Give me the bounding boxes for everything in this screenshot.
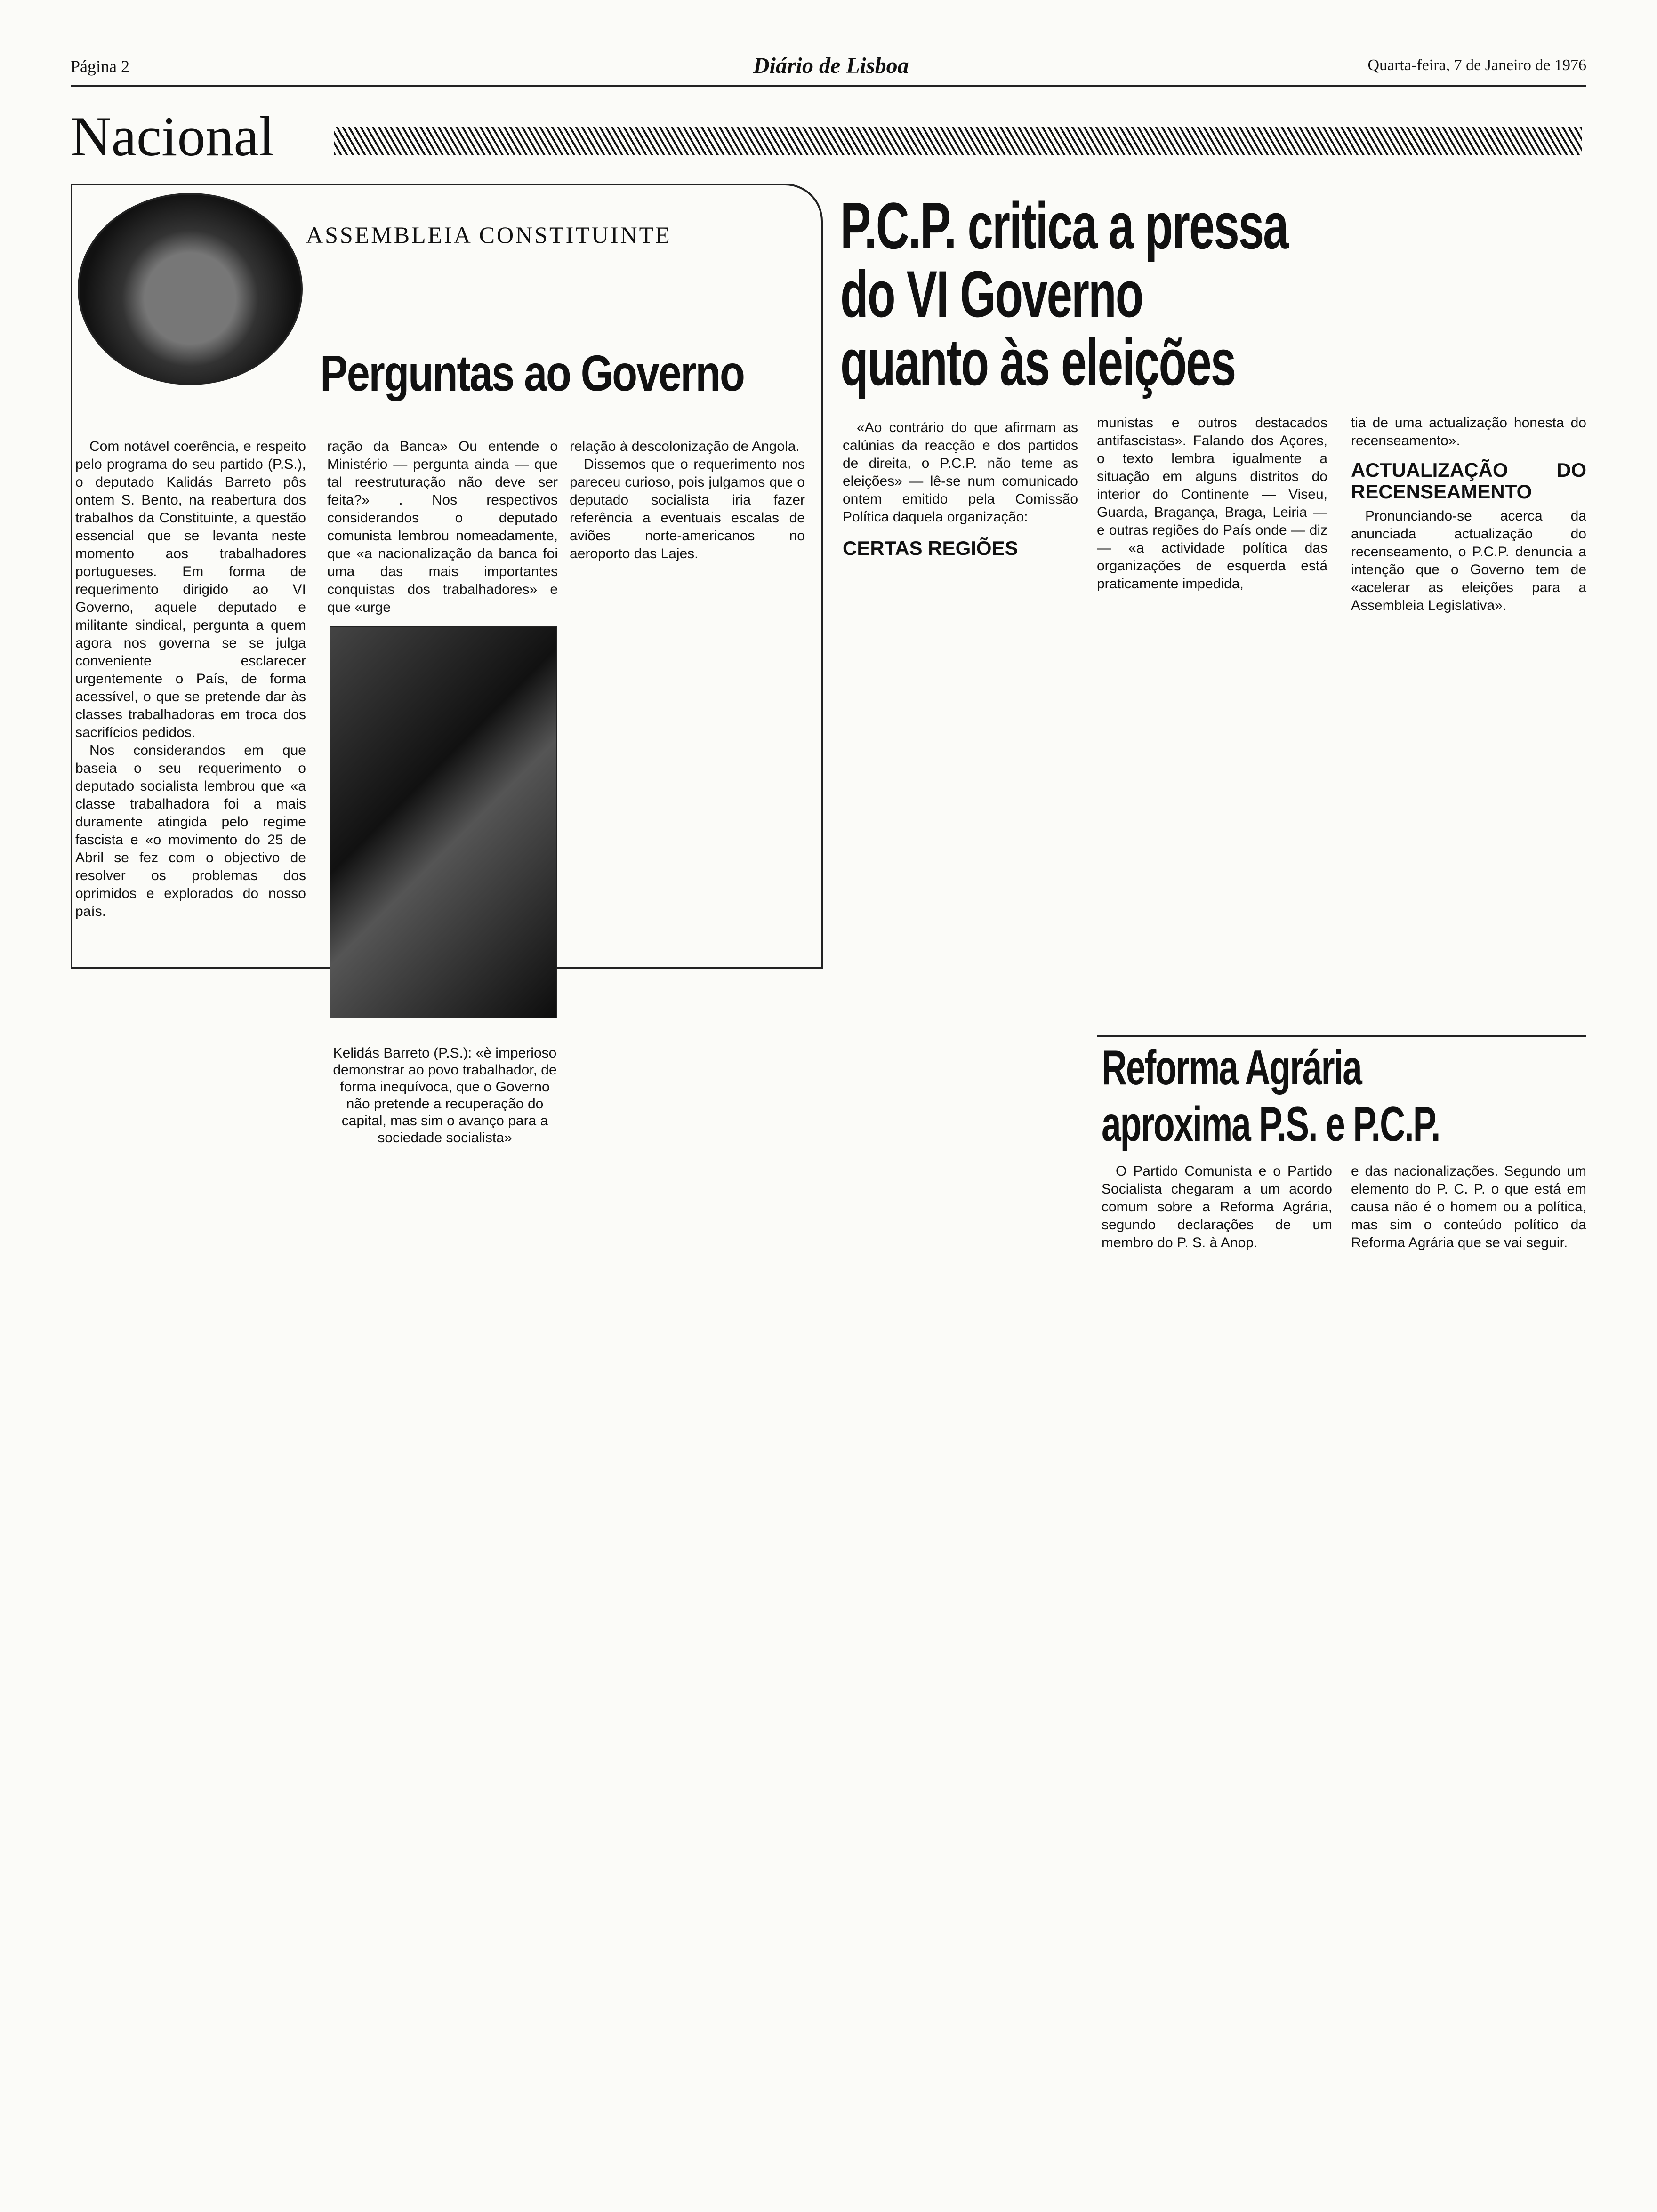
pcp-col1-p1: «Ao contrário do que afirmam as calúnias da reacção e dos partidos de direita, o P.C.P. não teme as eleições» — lê-se num comunicado ontem emitido pela Comissão Política daquela organização: [843,420,1078,525]
pcp-col1 [843,419,1078,559]
news-photo [330,626,557,1018]
reforma-col2-p1: e das nacionalizações. Segundo um elemento do P. C. P. o que está em causa não é o homem ou a política, mas sim o conteúdo político da Reforma Agrária que se vai seguir. [1351,1163,1586,1250]
pcp-headline-3: quanto às eleições [840,325,1236,399]
pcp-col3-p2: Pronunciando-se acerca da anunciada actualização do recenseamento, o P.C.P. denuncia a intenção que o Governo tem de «acelerar as eleições para a Assembleia Legislativa». [1351,508,1586,613]
reforma-col1 [1102,1162,1332,1252]
section-banner [71,105,1586,168]
paper-name: Diário de Lisboa [753,53,909,78]
masthead [71,53,1586,87]
reforma-headline-2: aproxima P.S. e P.C.P. [1102,1097,1440,1152]
pcp-subhead-actualizacao: ACTUALIZAÇÃO DO RECENSEAMENTO [1351,459,1586,503]
assembleia-col3 [570,438,805,563]
pcp-col3-p1: tia de uma actualização honesta do recenseamento». [1351,415,1586,449]
photo-caption: Kelidás Barreto (P.S.): «è imperioso demonstrar ao povo trabalhador, de forma inequívoca, que o Governo não pretende a recuperação do capital, mas sim o avanço para a sociedade socialista» [333,1045,557,1146]
assembleia-col2-p1: ração da Banca» Ou entende o Ministério — pergunta ainda — que tal reestruturação não deve ser feita?» . Nos respectivos considerandos o deputado comunista lembrou nomeadamente, que «a nacionalização da banca foi uma das mais importantes conquistas dos trabalhadores» e que «urge [327,439,558,615]
reforma-top-rule [1097,1035,1586,1037]
pcp-col3 [1351,414,1586,615]
assembleia-col3-p1: relação à descolonização de Angola. [570,439,800,454]
pcp-col2 [1097,414,1327,593]
pcp-headline-2: do VI Governo [840,257,1143,331]
assembleia-kicker: ASSEMBLEIA CONSTITUINTE [306,222,672,248]
assembleia-col1 [75,438,306,921]
pcp-subhead-regioes: CERTAS REGIÕES [843,537,1018,559]
pcp-headline-1: P.C.P. critica a pressa [840,189,1288,263]
assembleia-col3-p2: Dissemos que o requerimento nos pareceu curioso, pois julgamos que o deputado socialista iria fazer referência a eventuais escalas de aviões norte-americanos no aeroporto das Lajes. [570,457,805,561]
reforma-headline-1: Reforma Agrária [1102,1041,1361,1095]
section-title: Nacional [71,105,275,168]
hatch-rule [334,127,1582,155]
issue-date: Quarta-feira, 7 de Janeiro de 1976 [1367,56,1586,74]
assembleia-headline: Perguntas ao Governo [320,345,744,401]
pcp-col2-p1: munistas e outros destacados antifascistas». Falando dos Açores, o texto lembra igualmente a situação em alguns distritos do interior do Continente — Viseu, Guarda, Bragança, Braga, Leiria — e outras regiões do País onde — diz — «a actividade política das organizações de esquerda está praticamente impedida, [1097,415,1327,592]
reforma-col2 [1351,1162,1586,1252]
assembleia-col2 [327,438,558,617]
assembleia-col1-p2: Nos considerandos em que baseia o seu requerimento o deputado socialista lembrou que «a classe trabalhadora foi a mais duramente atingida pelo regime fascista e «o movimento do 25 de Abril se fez com o objectivo de resolver os problemas dos oprimidos e explorados do nosso país. [75,743,306,919]
assembly-hall-emblem [78,193,303,385]
reforma-col1-p1: O Partido Comunista e o Partido Socialista chegaram a um acordo comum sobre a Reforma Agrária, segundo declarações de um membro do P. S. à Anop. [1102,1163,1332,1250]
assembleia-col1-p1: Com notável coerência, e respeito pelo programa do seu partido (P.S.), o deputado Kalidás Barreto pôs ontem S. Bento, na reabertura dos trabalhos da Constituinte, a questão essencial que se levanta neste momento aos trabalhadores portugueses. Em forma de requerimento dirigido ao VI Governo, aquele deputado e militante sindical, pergunta a quem agora nos governa se se julga conveniente esclarecer urgentemente o País, de forma acessível, o que se pretende dar às classes trabalhadoras em troca dos sacrifícios pedidos. [75,439,306,740]
page-label: Página 2 [71,57,129,76]
